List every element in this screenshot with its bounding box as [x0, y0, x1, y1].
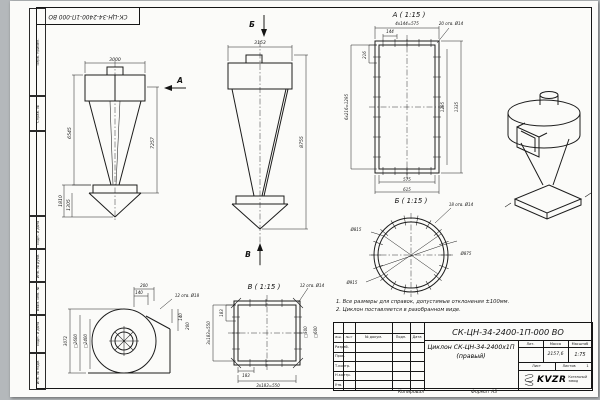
- part-name-line2: (правый): [456, 352, 486, 360]
- company-cell: [518, 370, 592, 390]
- margin-box: [29, 96, 46, 131]
- note-line-1: 1. Все размеры для справок, допустимые отклонения ±100мм.: [336, 299, 510, 305]
- part-name: [424, 340, 518, 390]
- holes-callout: 12 отв. Ø14: [299, 283, 325, 288]
- part-name-line1: Циклон СК-ЦН-34-2400х1П: [427, 344, 515, 351]
- view-a: [335, 5, 483, 211]
- section-arrowhead: [257, 243, 263, 251]
- margin-label: Инв. № дубл.: [35, 253, 40, 278]
- dim-left-total: 6х216=1295: [344, 93, 349, 121]
- margin-box: [29, 249, 46, 282]
- dim-dia-915: Ø915: [346, 280, 358, 285]
- row-prov: Пров.: [335, 354, 346, 359]
- dim-140-right: 140: [178, 313, 183, 321]
- margin-column: [29, 8, 46, 390]
- drawing-sheet: [10, 1, 598, 397]
- dim-216: 216: [362, 51, 367, 59]
- mass-value: 2157,6: [547, 352, 564, 357]
- row-tkontr: Т.контр.: [335, 363, 351, 368]
- company-line2: завод: [568, 379, 579, 383]
- section-arrowhead: [164, 85, 172, 91]
- mass-label: Масса: [549, 341, 562, 346]
- holes-callout: 18 отв. Ø14: [448, 202, 474, 207]
- dim-183-left: 183: [219, 309, 224, 317]
- view-v: [202, 277, 338, 389]
- dim-dia-875: Ø875: [460, 251, 472, 256]
- margin-box: [29, 315, 46, 353]
- view-a-title: А ( 1:15 ): [392, 11, 426, 19]
- dim-1810: 1810: [59, 195, 64, 207]
- view-v-title: В ( 1:15 ): [247, 283, 281, 291]
- dim-183-bottom: 183: [242, 373, 250, 378]
- margin-label: Взам. инв. №: [35, 286, 40, 311]
- side-view: [202, 11, 334, 273]
- margin-box: [29, 282, 46, 315]
- dim-3153: 3153: [254, 41, 266, 46]
- section-label-v: В: [245, 250, 251, 259]
- sheets-value: 1: [586, 364, 589, 368]
- dim-200: 200: [140, 283, 148, 288]
- margin-box: [29, 216, 46, 249]
- col-izm: Изм.: [335, 335, 342, 340]
- dim-total-left: 3х183=550: [206, 321, 211, 345]
- sheet-label: Лист: [532, 364, 541, 368]
- note-line-2: 2. Циклон поставляется в разобранном виде.: [336, 307, 461, 313]
- holes-callout: 20 отв. Ø14: [438, 21, 464, 26]
- dim-140: 140: [135, 290, 143, 295]
- dim-200-right: 200: [185, 322, 190, 330]
- dim-575: 575: [403, 177, 411, 182]
- scale-value: 1:75: [574, 351, 586, 358]
- scroll-top-view: [60, 281, 212, 391]
- company-line1: Котельный: [568, 375, 588, 380]
- dim-3072: 3072: [63, 335, 68, 347]
- company-name: [568, 376, 587, 383]
- holes-callout: 12 отв. Ø18: [174, 293, 200, 298]
- row-nkontr: Н.контр.: [335, 373, 351, 378]
- col-sign: Подп.: [395, 335, 407, 340]
- dim-sq2600: □2600: [73, 334, 78, 348]
- dim-1335: 1335: [454, 101, 459, 113]
- row-utv: Утв.: [335, 383, 343, 387]
- margin-label: Подп. и дата: [35, 220, 40, 245]
- dim-615: 615: [403, 187, 411, 192]
- margin-label: Подп. и дата: [35, 321, 40, 347]
- dim-top-total: 4х144=575: [395, 21, 419, 26]
- dim-total-bottom: 3х183=550: [256, 383, 280, 388]
- col-list: Лист: [345, 335, 353, 340]
- footer-format: Формат А3: [471, 390, 498, 395]
- dim-1295: 1295: [440, 101, 445, 113]
- dim-1305: 1305: [67, 199, 72, 211]
- footer-copied: Копировал: [398, 390, 425, 395]
- view-b-title: Б ( 1:15 ): [394, 197, 428, 205]
- margin-label: Справ. №: [35, 104, 40, 123]
- col-doc: № докум.: [364, 335, 383, 340]
- notes: [336, 298, 551, 314]
- dim-144: 144: [386, 29, 394, 34]
- section-label-b: Б: [249, 20, 255, 29]
- kvzr-logo-coil-icon: [523, 373, 535, 387]
- kvzr-logo-text: KVZR: [536, 375, 567, 385]
- stamp-text: СК-ЦН-34-2400-1П-000 ВО: [48, 13, 128, 19]
- margin-label: Инв. № подл.: [35, 359, 40, 384]
- sheets-label: Листов: [562, 364, 576, 368]
- title-block: [333, 322, 593, 391]
- dim-7257: 7257: [151, 137, 156, 149]
- dim-sq500: □500: [303, 326, 308, 338]
- dim-6545: 6545: [68, 127, 73, 139]
- dim-8755: 8755: [300, 136, 305, 148]
- dim-dia-815: Ø815: [350, 227, 362, 232]
- lit-label: Лит.: [526, 341, 535, 346]
- margin-box: [29, 353, 46, 390]
- view-b: [335, 193, 493, 307]
- scale-label: Масштаб: [571, 341, 589, 346]
- row-razrab: Разраб.: [335, 344, 349, 349]
- col-date: Дата: [412, 335, 422, 340]
- top-designation-stamp: [36, 7, 140, 25]
- dim-sq2400: □2400: [83, 334, 88, 348]
- front-view: [58, 57, 193, 225]
- section-arrowhead: [261, 29, 267, 37]
- isometric-view: [487, 79, 597, 231]
- designation: СК-ЦН-34-2400-1П-000 ВО: [452, 326, 564, 337]
- dim-3000: 3000: [109, 58, 121, 63]
- margin-label: Перв. примен.: [35, 38, 40, 66]
- dim-sq600: □600: [313, 326, 318, 338]
- margin-box: [29, 131, 46, 216]
- section-label-a: А: [177, 76, 183, 85]
